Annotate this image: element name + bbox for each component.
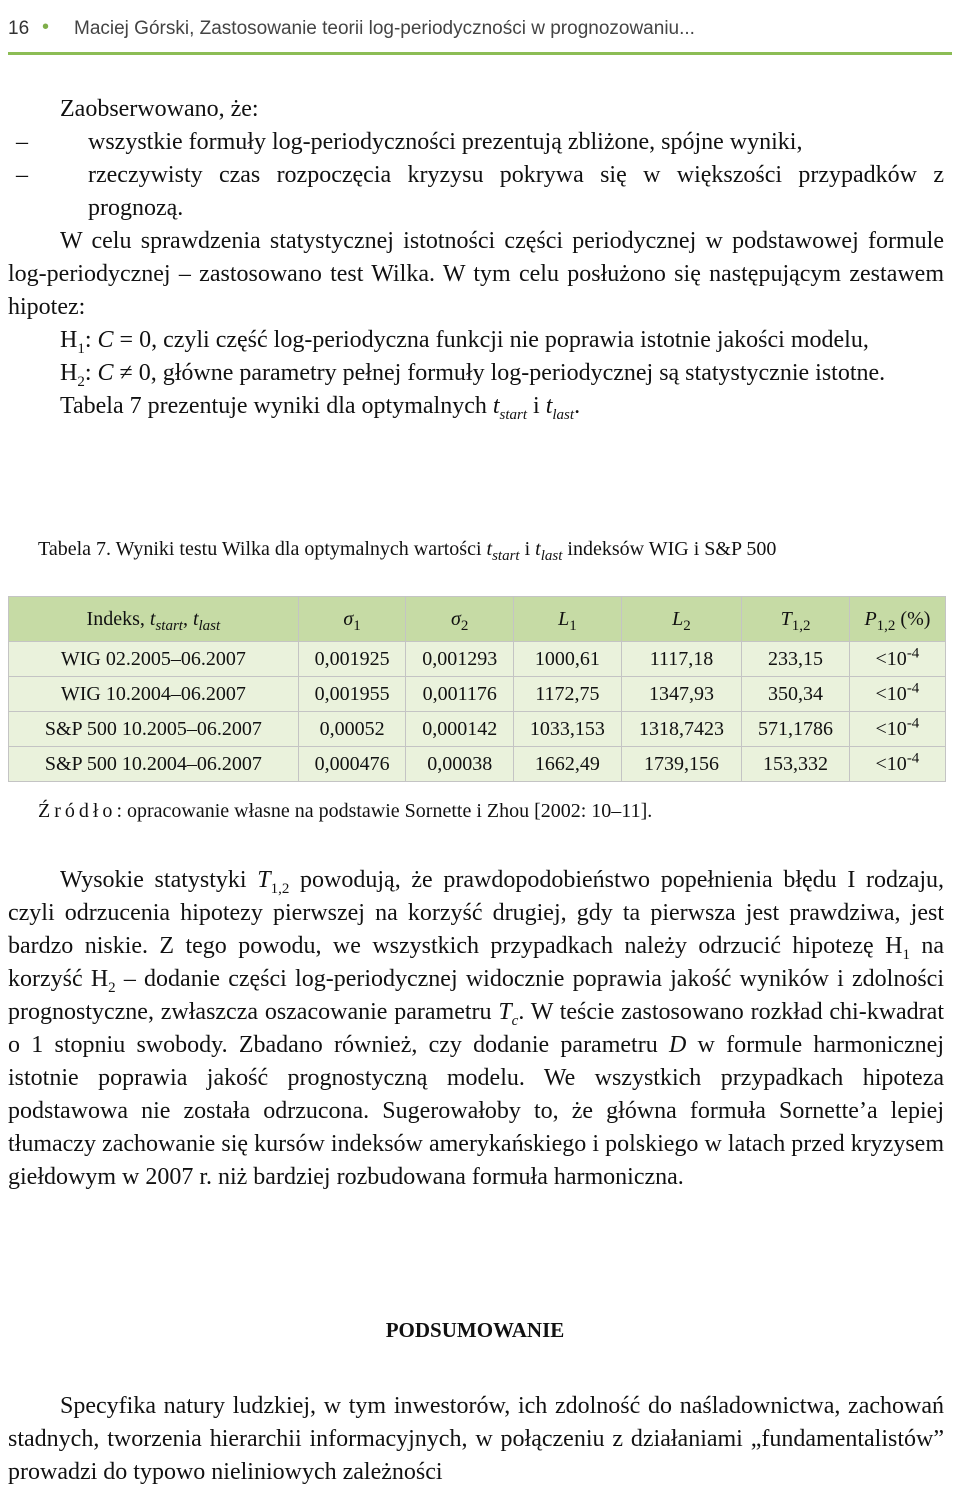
cell-l2: 1318,7423 [621, 712, 741, 747]
cell-t12: 350,34 [742, 677, 850, 712]
page-header [8, 10, 952, 50]
summary-paragraph: Specyfika natury ludzkiej, w tym inwestorów, ich zdolność do naśladownictwa, zachowań stadnych, tworzenia hierarchii informacyjnych, w połączeniu z działaniami „fundamentalistów” prowadzi do typowo nieliniowych zależności [8, 1393, 944, 1485]
discussion-paragraph: Wysokie statystyki $T_{1,2}$ powodują, że prawdopodobieństwo popełnienia błędu I rodzaju, czyli odrzucenia hipotezy pierwszej na korzyść drugiej, gdy ta pierwsza jest prawdziwa, jest bardzo niskie. Z tego powodu, we wszystkich przypadkach należy odrzucić hipotezę $H_1$ na korzyść $H_2$ – dodanie części log-periodycznej widocznie poprawia jakość wyników i zdolności prognostyczne, zwłaszcza oszacowanie parametru $T_c$. W teście zastosowano rozkład chi-kwadrat o 1 stopniu swobody. Zbadano również, czy dodanie parametru D w formule harmonicznej istotnie poprawia jakość prognostyczną modelu. We wszystkich przypadkach hipoteza podstawowa nie została odrzucona. Sugerowałoby to, że główna formuła Sornette’a lepiej tłumaczy zachowanie się kursów indeksów amerykańskiego i polskiego w latach przed kryzysem giełdowym w 2007 r. niż bardziej rozbudowana formuła harmoniczna. [8, 867, 945, 1190]
cell-p12: $<10^{-4}$ [849, 677, 945, 712]
table-row [9, 642, 946, 677]
cell-sigma2: 0,00038 [406, 747, 514, 782]
wilk-test-table [8, 596, 946, 782]
cell-index: S&P 500 10.2004–06.2007 [9, 747, 299, 782]
table-row [9, 712, 946, 747]
header-l2: $L_2$ [621, 597, 741, 642]
cell-t12: 233,15 [742, 642, 850, 677]
cell-index: WIG 10.2004–06.2007 [9, 677, 299, 712]
header-index: Indeks, $t_{start}$, $t_{last}$ [9, 597, 299, 642]
header-l1: $L_1$ [514, 597, 622, 642]
cell-l1: 1662,49 [514, 747, 622, 782]
cell-sigma1: 0,001925 [298, 642, 406, 677]
cell-sigma2: 0,001176 [406, 677, 514, 712]
cell-index: S&P 500 10.2005–06.2007 [9, 712, 299, 747]
bullet-icon: • [42, 16, 50, 38]
cell-p12: $<10^{-4}$ [849, 747, 945, 782]
hypothesis-h2: $H_2$: C ≠ 0, główne parametry pełnej formuły log-periodycznej są statystycznie istotne. [60, 360, 886, 390]
cell-l1: 1000,61 [514, 642, 622, 677]
header-p12: $P_{1,2}$ (%) [849, 597, 945, 642]
header-sigma2: $\sigma_2$ [406, 597, 514, 642]
cell-l2: 1739,156 [621, 747, 741, 782]
header-t12: $T_{1,2}$ [742, 597, 850, 642]
cell-p12: $<10^{-4}$ [849, 642, 945, 677]
table-caption: Tabela 7. Wyniki testu Wilka dla optymalnych wartości $t_{start}$ i $t_{last}$ indeksów WIG i S&P 500 [38, 538, 777, 564]
table-row [9, 747, 946, 782]
table-header-row [9, 597, 946, 642]
cell-sigma1: 0,001955 [298, 677, 406, 712]
cell-sigma2: 0,000142 [406, 712, 514, 747]
cell-t12: 153,332 [742, 747, 850, 782]
table-source: Źródło: opracowanie własne na podstawie Sornette i Zhou [2002: 10–11]. [38, 800, 653, 822]
discussion-section [8, 864, 944, 1194]
dash-item-2: – rzeczywisty czas rozpoczęcia kryzysu pokrywa się w większości przypadków z prognozą. [16, 162, 944, 221]
cell-l2: 1117,18 [621, 642, 741, 677]
header-rule [8, 52, 952, 55]
cell-sigma2: 0,001293 [406, 642, 514, 677]
table-reference: Tabela 7 prezentuje wyniki dla optymalnych $t_{start}$ i $t_{last}$. [60, 393, 581, 423]
cell-index: WIG 02.2005–06.2007 [9, 642, 299, 677]
cell-sigma1: 0,000476 [298, 747, 406, 782]
page-number: 16 [8, 18, 30, 39]
intro-section [8, 93, 944, 423]
hypothesis-h1: $H_1$: C = 0, czyli część log-periodyczna funkcji nie poprawia istotnie jakości modelu, [60, 327, 869, 357]
cell-sigma1: 0,00052 [298, 712, 406, 747]
header-sigma1: $\sigma_1$ [298, 597, 406, 642]
cell-l1: 1033,153 [514, 712, 622, 747]
running-title: Maciej Górski, Zastosowanie teorii log-periodyczności w prognozowaniu... [74, 18, 695, 39]
cell-p12: $<10^{-4}$ [849, 712, 945, 747]
summary-section [8, 1390, 944, 1489]
cell-t12: 571,1786 [742, 712, 850, 747]
table-row [9, 677, 946, 712]
section-heading: PODSUMOWANIE [385, 1318, 565, 1342]
cell-l1: 1172,75 [514, 677, 622, 712]
observed-line: Zaobserwowano, że: [60, 96, 259, 122]
wilk-paragraph: W celu sprawdzenia statystycznej istotności części periodycznej w podstawowej formule log-periodycznej – zastosowano test Wilka. W tym celu posłużono się następującym zestawem hipotez: [8, 228, 944, 320]
cell-l2: 1347,93 [621, 677, 741, 712]
dash-item-1: – wszystkie formuły log-periodyczności prezentują zbliżone, spójne wyniki, [16, 129, 803, 155]
